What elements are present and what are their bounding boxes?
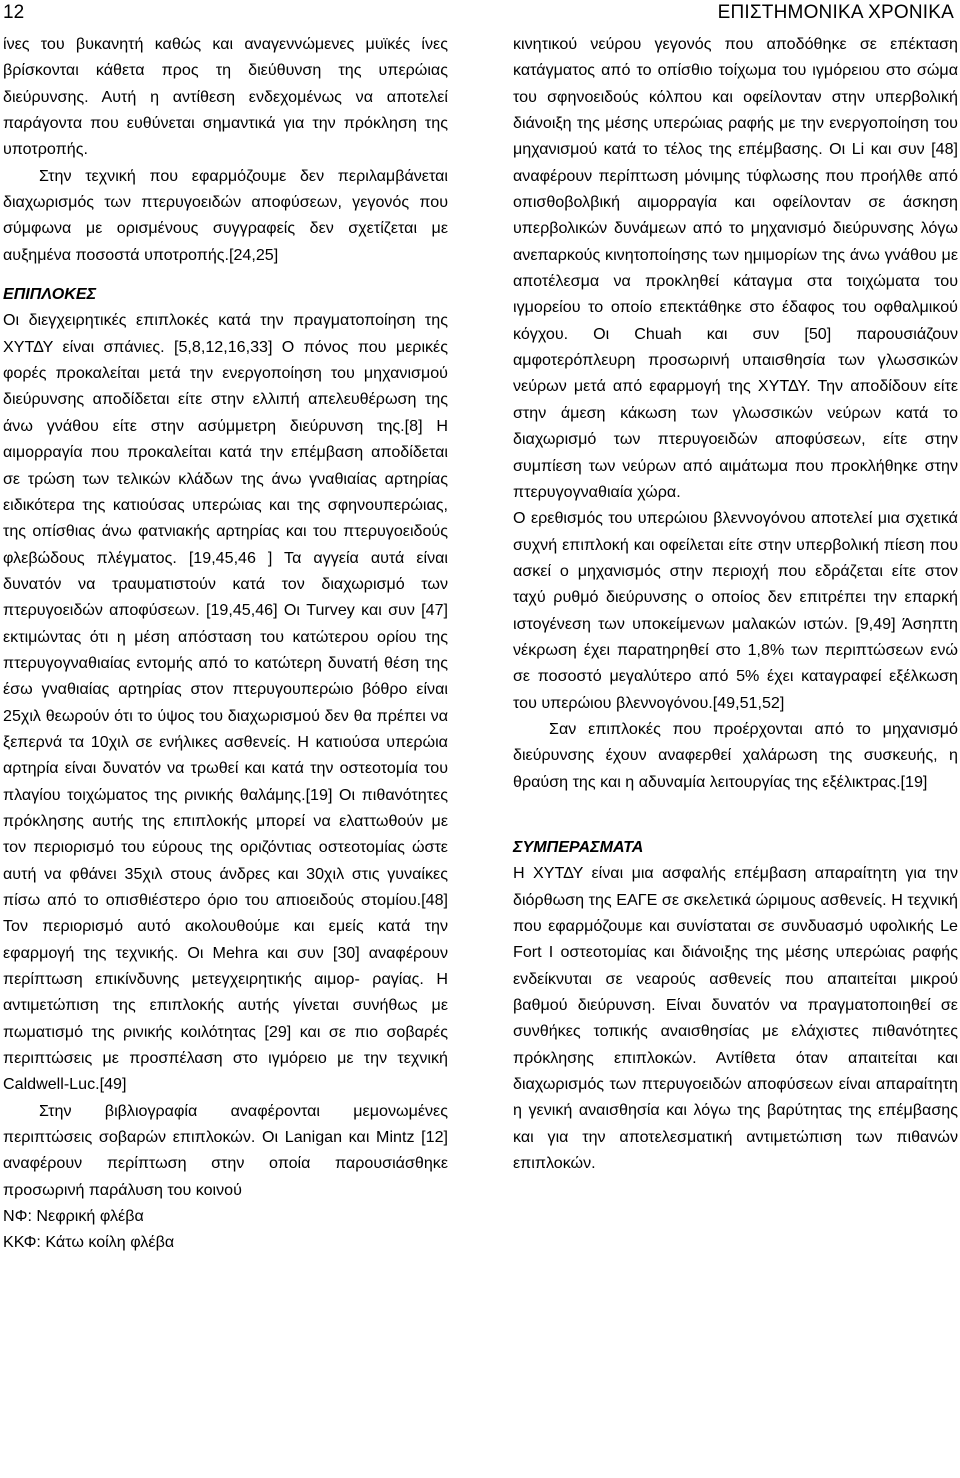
- page-number: 12: [3, 2, 25, 23]
- abbreviation-kkf: ΚΚΦ: Κάτω κοίλη φλέβα: [3, 1233, 175, 1252]
- paragraph-right-2: Ο ερεθισμός του υπερώιου βλεννογόνου αποτελεί μια σχετικά συχνή επιπλοκή και οφείλεται είτε στην υπερβολική πίεση που ασκεί ο μηχανισμός στην περιοχή που εδράζεται είτε στον ταχύ ρυθμό διεύρυνσης ο οποίος δεν επιτρέπει την επαρκή ιστογένεση των υποκείμενων μαλακών ιστών. [9,49] Άσηπτη νέκρωση έχει παρατηρηθεί στο 1,8% των περιπτώσεων ενώ σε ποσοστό μεγαλύτερο από 5% έχει καταγραφεί εξέλκωση του υπερώιου βλεννογόνου.[49,51,52]: [513, 509, 958, 712]
- paragraph-left-2: Στην τεχνική που εφαρμόζουμε δεν περιλαμβάνεται διαχωρισμός των πτερυγοειδών αποφύσεων, γεγονός που σύμφωνα με ορισμένους συγγραφείς δεν σχετίζεται με αυξημένα ποσοστά υποτροπής.[24,25]: [3, 166, 448, 264]
- abbreviation-nf: ΝΦ: Νεφρική φλέβα: [3, 1207, 144, 1226]
- left-column: [3, 31, 448, 1256]
- paragraph-left-4: Στην βιβλιογραφία αναφέρονται μεμονωμένες περιπτώσεις σοβαρών επιπλοκών. Οι Lanigan και Mintz [12] αναφέρουν περίπτωση στην οποία παρουσιάσθηκε προσωρινή παράλυση του κοινού: [3, 1101, 448, 1199]
- paragraph-right-4: Η ΧΥΤΔΥ είναι μια ασφαλής επέμβαση απαραίτητη για την διόρθωση της ΕΑΓΕ σε σκελετικά ώριμους ασθενείς. Η τεχνική που εφαρμόζουμε και συνίσταται σε συνδυασμό υφολικής Le Fort I οστεοτομίας και διάνοιξης της μέσης υπερώιας ραφής ενδείκνυται σε νεαρούς ασθενείς που απαιτείται μικρού βαθμού διεύρυνση. Είναι δυνατόν να πραγματοποιηθεί σε συνθήκες τοπικής αναισθησίας με ελάχιστες πιθανότητες πρόκλησης επιπλοκών. Αντίθετα όταν απαιτείται και διαχωρισμός των πτερυγοειδών αποφύσεων είναι απαραίτητη η γενική αναισθησία και λόγω της βαρύτητας της επέμβασης και για την αποτελεσματική αντιμετώπιση των πιθανών επιπλοκών.: [513, 864, 958, 1173]
- section-heading-conclusions: ΣΥΜΠΕΡΑΣΜΑΤΑ: [513, 837, 644, 856]
- right-column: [513, 31, 958, 1176]
- page-header: [0, 0, 960, 30]
- paragraph-left-3: Οι διεγχειρητικές επιπλοκές κατά την πραγματοποίηση της ΧΥΤΔΥ είναι σπάνιες. [5,8,12,16,33] Ο πόνος που μερικές φορές προκαλείται μετά την ενεργοποίηση του μηχανισμού διεύρυνσης αποδίδεται είτε στην ελλιπή απελευθέρωση της άνω γνάθου είτε στην ασύμμετρη διεύρυνση της.[8] Η αιμορραγία που προκαλείται κατά την επέμβαση αποδίδεται σε τρώση των τελικών κλάδων της άνω γναθιαίας αρτηρίας ειδικότερα της κατιούσας υπερώιας και της σφηνουπερώιας, της οπίσθιας άνω φατνιακής αρτηρίας και του πτερυγοειδούς φλεβώδους πλέγματος. [19,45,46 ] Τα αγγεία αυτά είναι δυνατόν να τραυματιστούν κατά τον διαχωρισμό των πτερυγοειδών αποφύσεων. [19,45,46] Οι Turvey και συν [47] εκτιμώντας ότι η μέση απόσταση του κατώτερου ορίου της πτερυγογναθιαίας εντομής από το κατώτερη δυνατή θέση της έσω γναθιαίας αρτηρίας στον πτερυγουπερώιο βόθρο είναι 25χιλ θεωρούν ότι το ύψος του διαχωρισμού δεν θα πρέπει να ξεπερνά τα 10χιλ σε ενήλικες ασθενείς. Η κατιούσα υπερώια αρτηρία είναι δυνατόν να τρωθεί και κατά την οστεοτομία του πλαγίου τοιχώματος της ρινικής θαλάμης.[19] Οι πιθανότητες πρόκλησης αυτής της επιπλοκής μπορεί να ελαττωθούν με τον περιορισμό του εύρους της οριζόντιας οστεοτομίας ώστε αυτή να φθάνει 35χιλ στους άνδρες και 30χιλ στις γυναίκες πίσω από το οπισθιέστερο όριο του απιοειδούς στομίου.[48] Τον περιορισμό αυτό ακολουθούμε και εμείς κατά την εφαρμογή της τεχνικής. Οι Mehra και συν [30] αναφέρουν περίπτωση επικίνδυνης μετεγχειρητικής αιμορ- ραγίας. Η αντιμετώπιση της επιπλοκής αυτής γίνεται συνήθως με πωματισμό της ρινικής κοιλότητας [29] και σε πιο σοβαρές περιπτώσεις με προσπέλαση στο ιγμόρειο με την τεχνική Caldwell-Luc.[49]: [3, 311, 448, 1094]
- section-heading-complications: ΕΠΙΠΛΟΚΕΣ: [3, 285, 97, 304]
- abbreviations: [3, 1203, 448, 1256]
- paragraph-right-3: Σαν επιπλοκές που προέρχονται από το μηχανισμό διεύρυνσης έχουν αναφερθεί χαλάρωση της συσκευής, η θραύση της και η αδυναμία λειτουργίας της εξέλικτρας.[19]: [513, 719, 958, 791]
- paragraph-right-1: κινητικού νεύρου γεγονός που αποδόθηκε σε επέκταση κατάγματος από το οπίσθιο τοίχωμα του ιγμόρειου στο σώμα του σφηνοειδούς κόλπου και οφείλονταν στην υπερβολική διάνοιξη της μέσης υπερώιας ραφής με την ενεργοποίηση του μηχανισμού κατά το τέλος της επέμβασης. Οι Li και συν [48] αναφέρουν περίπτωση μόνιμης τύφλωσης που προήλθε από οπισθοβολβική αιμορραγία και οφείλονταν σε άσκηση υπερβολικών δυνάμεων από το μηχανισμό διεύρυνσης λόγω ανεπαρκούς κινητοποίησης των ημιμορίων της άνω γνάθου με αποτέλεσμα να προκληθεί κάταγμα στα τοιχώματα του ιγμορείου το οποίο επεκτάθηκε στο έδαφος του οφθαλμικού κόγχου. Οι Chuah και συν [50] παρουσιάζουν αμφοτερόπλευρη προσωρινή υπαισθησία των γλωσσικών νεύρων μετά από εφαρμογή της ΧΥΤΔΥ. Την αποδίδουν είτε στην άμεση κάκωση των γλωσσικών νεύρων κατά το διαχωρισμό των πτερυγοειδών αποφύσεων, είτε στην συμπίεση των νεύρων από αιμάτωμα που προκλήθηκε στην πτερυγογναθιαία χώρα.: [513, 35, 958, 501]
- paragraph-left-1: ίνες του βυκανητή καθώς και αναγεννώμενες μυϊκές ίνες βρίσκονται κάθετα προς τη διεύθυνση της υπερώιας διεύρυνσης. Αυτή η αντίθεση ενδεχομένως να αποτελεί παράγοντα που ευθύνεται σημαντικά για την πρόκληση της υποτροπής.: [3, 35, 448, 159]
- journal-title: ΕΠΙΣΤΗΜΟΝΙΚΑ ΧΡΟΝΙΚΑ: [717, 2, 954, 23]
